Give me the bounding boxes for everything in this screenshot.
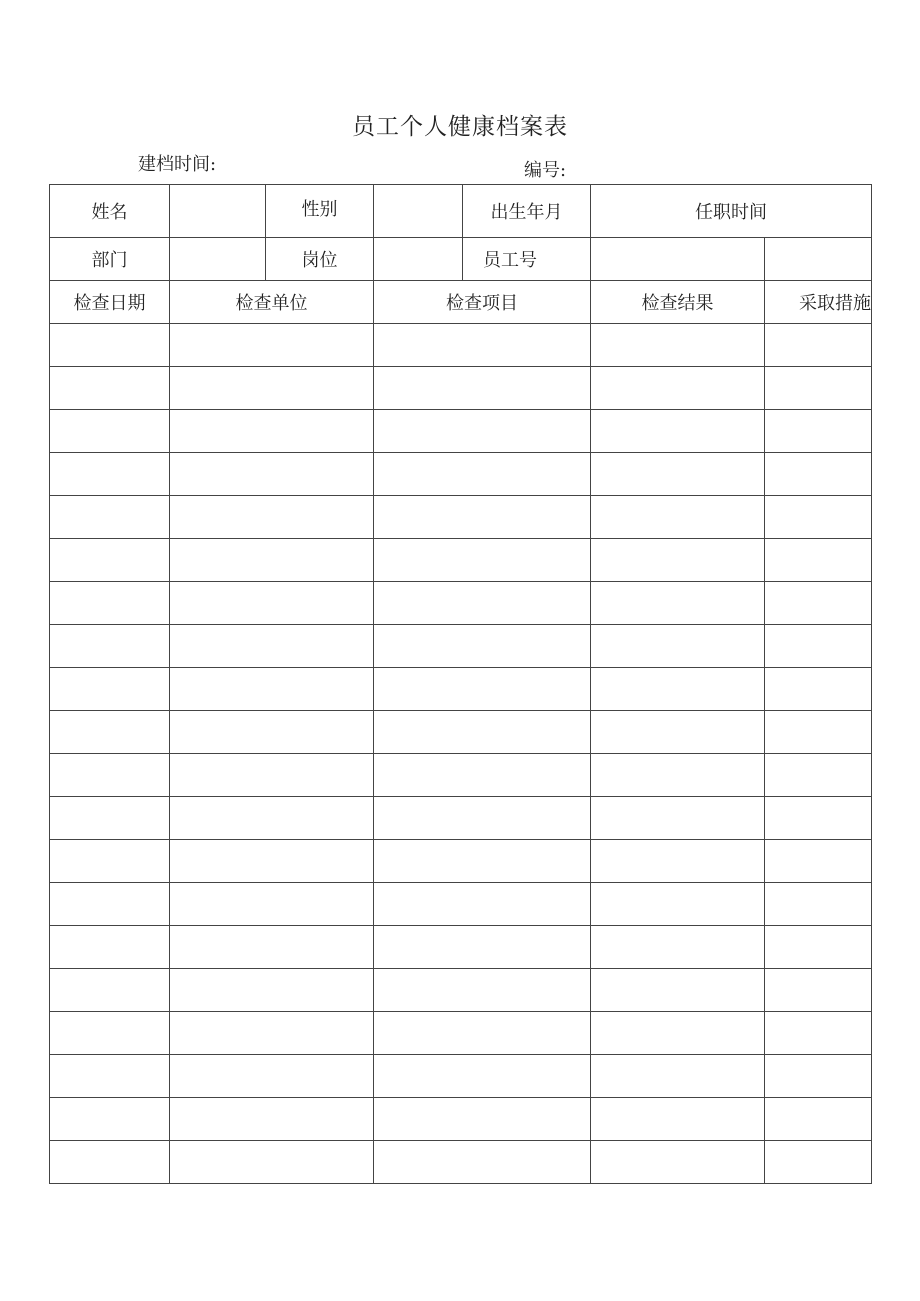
table-cell[interactable] — [765, 324, 872, 367]
table-cell[interactable] — [170, 367, 374, 410]
table-cell[interactable] — [765, 840, 872, 883]
column-header: 检查日期 — [50, 281, 170, 324]
employee-no-field[interactable] — [765, 238, 872, 281]
table-cell[interactable] — [591, 367, 765, 410]
dept-label: 部门 — [50, 238, 170, 281]
table-cell[interactable] — [591, 926, 765, 969]
dept-field[interactable] — [170, 238, 266, 281]
table-cell[interactable] — [374, 582, 591, 625]
table-cell[interactable] — [170, 840, 374, 883]
table-cell[interactable] — [170, 754, 374, 797]
table-row — [50, 1098, 872, 1141]
table-cell[interactable] — [50, 926, 170, 969]
table-cell[interactable] — [374, 926, 591, 969]
table-cell[interactable] — [374, 1141, 591, 1184]
table-row — [50, 797, 872, 840]
post-field[interactable] — [374, 238, 463, 281]
table-cell[interactable] — [591, 668, 765, 711]
table-cell[interactable] — [374, 1055, 591, 1098]
table-row — [50, 1012, 872, 1055]
table-cell[interactable] — [170, 324, 374, 367]
column-header: 检查项目 — [374, 281, 591, 324]
table-cell[interactable] — [170, 711, 374, 754]
table-cell[interactable] — [591, 840, 765, 883]
table-cell[interactable] — [50, 539, 170, 582]
table-cell[interactable] — [170, 1141, 374, 1184]
table-cell[interactable] — [591, 453, 765, 496]
table-cell[interactable] — [765, 1055, 872, 1098]
tenure-label: 任职时间 — [591, 185, 872, 238]
table-cell[interactable] — [374, 840, 591, 883]
column-header: 检查结果 — [591, 281, 765, 324]
table-row — [50, 969, 872, 1012]
table-cell[interactable] — [50, 625, 170, 668]
archive-date-label: 建档时间: — [138, 154, 217, 175]
table-cell[interactable] — [374, 711, 591, 754]
table-cell[interactable] — [50, 668, 170, 711]
table-row — [50, 582, 872, 625]
table-cell[interactable] — [765, 1141, 872, 1184]
table-cell[interactable] — [50, 324, 170, 367]
table-cell[interactable] — [765, 668, 872, 711]
table-cell[interactable] — [170, 496, 374, 539]
name-label: 姓名 — [50, 185, 170, 238]
table-cell[interactable] — [50, 453, 170, 496]
table-cell[interactable] — [765, 1098, 872, 1141]
column-header-row — [50, 281, 872, 324]
gender-label: 性别 — [266, 185, 374, 238]
table-cell[interactable] — [170, 625, 374, 668]
table-cell[interactable] — [591, 1055, 765, 1098]
table-row — [50, 926, 872, 969]
record-number-label: 编号: — [524, 160, 567, 181]
table-cell[interactable] — [50, 883, 170, 926]
table-cell[interactable] — [170, 453, 374, 496]
info-row-personal — [50, 185, 872, 238]
table-cell[interactable] — [170, 410, 374, 453]
table-row — [50, 453, 872, 496]
table-cell[interactable] — [170, 883, 374, 926]
table-cell[interactable] — [765, 625, 872, 668]
table-row — [50, 668, 872, 711]
table-cell[interactable] — [374, 668, 591, 711]
table-cell[interactable] — [591, 754, 765, 797]
name-field[interactable] — [170, 185, 266, 238]
table-cell[interactable] — [50, 367, 170, 410]
table-cell[interactable] — [765, 926, 872, 969]
table-cell[interactable] — [170, 539, 374, 582]
table-cell[interactable] — [50, 410, 170, 453]
table-cell[interactable] — [591, 582, 765, 625]
table-cell[interactable] — [170, 582, 374, 625]
table-cell[interactable] — [765, 410, 872, 453]
table-row — [50, 410, 872, 453]
table-row — [50, 539, 872, 582]
table-cell[interactable] — [765, 969, 872, 1012]
table-cell[interactable] — [765, 711, 872, 754]
table-cell[interactable] — [374, 539, 591, 582]
table-cell[interactable] — [50, 1141, 170, 1184]
column-header: 检查单位 — [170, 281, 374, 324]
table-cell[interactable] — [591, 625, 765, 668]
table-cell[interactable] — [765, 539, 872, 582]
table-cell[interactable] — [374, 883, 591, 926]
info-row-position — [50, 238, 872, 281]
table-cell[interactable] — [765, 453, 872, 496]
table-cell[interactable] — [170, 1098, 374, 1141]
table-row — [50, 840, 872, 883]
post-label: 岗位 — [266, 238, 374, 281]
table-cell[interactable] — [591, 539, 765, 582]
employee-no-label: 员工号 — [463, 238, 591, 281]
table-cell[interactable] — [50, 582, 170, 625]
table-cell[interactable] — [374, 367, 591, 410]
table-cell[interactable] — [765, 1012, 872, 1055]
column-header: 采取措施 — [765, 281, 872, 324]
table-cell[interactable] — [374, 1012, 591, 1055]
table-row — [50, 883, 872, 926]
table-cell[interactable] — [374, 1098, 591, 1141]
table-cell[interactable] — [374, 324, 591, 367]
table-cell[interactable] — [591, 711, 765, 754]
table-row — [50, 1055, 872, 1098]
table-cell[interactable] — [765, 582, 872, 625]
table-cell[interactable] — [374, 754, 591, 797]
table-row — [50, 496, 872, 539]
table-cell[interactable] — [765, 367, 872, 410]
table-cell[interactable] — [170, 668, 374, 711]
table-row — [50, 754, 872, 797]
table-cell[interactable] — [374, 797, 591, 840]
table-cell[interactable] — [374, 969, 591, 1012]
table-row — [50, 711, 872, 754]
table-cell[interactable] — [591, 1098, 765, 1141]
table-row — [50, 367, 872, 410]
table-cell[interactable] — [374, 410, 591, 453]
table-cell[interactable] — [50, 969, 170, 1012]
table-cell[interactable] — [591, 496, 765, 539]
table-cell[interactable] — [50, 797, 170, 840]
table-row — [50, 1141, 872, 1184]
table-cell[interactable] — [591, 1012, 765, 1055]
table-cell[interactable] — [170, 926, 374, 969]
table-cell[interactable] — [591, 969, 765, 1012]
health-record-table — [49, 184, 872, 1184]
gender-field[interactable] — [374, 185, 463, 238]
table-cell[interactable] — [50, 840, 170, 883]
table-cell[interactable] — [374, 625, 591, 668]
table-cell[interactable] — [765, 754, 872, 797]
table-cell[interactable] — [591, 324, 765, 367]
table-cell[interactable] — [765, 496, 872, 539]
table-cell[interactable] — [765, 797, 872, 840]
birth-label: 出生年月 — [463, 185, 591, 238]
table-cell[interactable] — [591, 797, 765, 840]
table-cell[interactable] — [374, 496, 591, 539]
tenure-field[interactable] — [591, 238, 765, 281]
table-cell[interactable] — [591, 883, 765, 926]
table-cell[interactable] — [374, 453, 591, 496]
table-cell[interactable] — [50, 496, 170, 539]
table-cell[interactable] — [50, 1098, 170, 1141]
page-title: 员工个人健康档案表 — [352, 114, 568, 140]
table-cell[interactable] — [591, 1141, 765, 1184]
table-row — [50, 625, 872, 668]
table-cell[interactable] — [170, 969, 374, 1012]
table-cell[interactable] — [170, 797, 374, 840]
table-cell[interactable] — [765, 883, 872, 926]
table-cell[interactable] — [50, 1055, 170, 1098]
table-cell[interactable] — [50, 754, 170, 797]
table-cell[interactable] — [50, 711, 170, 754]
table-cell[interactable] — [170, 1012, 374, 1055]
table-cell[interactable] — [50, 1012, 170, 1055]
table-cell[interactable] — [170, 1055, 374, 1098]
table-cell[interactable] — [591, 410, 765, 453]
table-row — [50, 324, 872, 367]
